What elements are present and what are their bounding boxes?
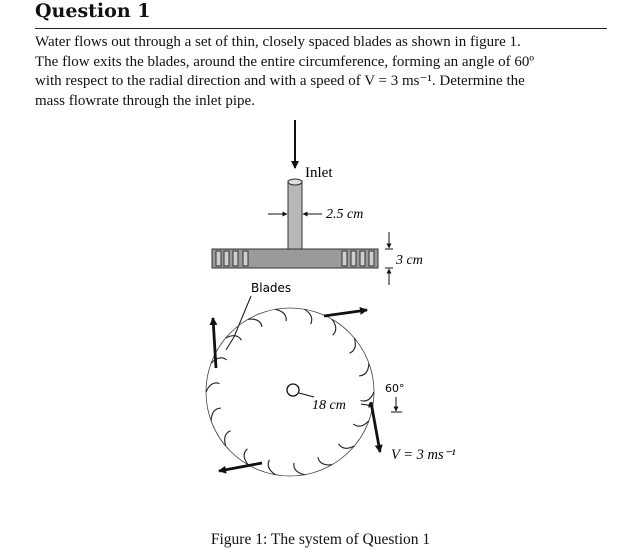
inlet-label: Inlet: [305, 165, 333, 181]
blade: [305, 309, 312, 324]
inlet-pipe: [288, 181, 302, 249]
blade: [206, 383, 220, 392]
velocity-arrow-right: [371, 402, 380, 452]
pipe-diameter-label: 2.5 cm: [326, 207, 364, 222]
velocity-arrow-bottom: [219, 463, 262, 471]
blade: [211, 408, 221, 421]
pipe-top: [288, 179, 302, 185]
velocity-arrow-top: [324, 310, 367, 316]
velocity-label: V = 3 ms⁻¹: [391, 447, 456, 463]
blade: [353, 421, 369, 427]
blade: [318, 457, 332, 465]
angle-label: 60°: [385, 382, 405, 395]
blades-leader-2: [226, 337, 234, 350]
question-title: Question 1: [35, 0, 151, 22]
blade: [294, 463, 305, 475]
blade: [248, 319, 262, 327]
blade: [275, 309, 286, 321]
question-line-4: mass flowrate through the inlet pipe.: [35, 92, 255, 109]
blade: [350, 338, 356, 353]
blade-height-label: 3 cm: [396, 253, 423, 268]
blade: [268, 460, 275, 475]
radius-label: 18 cm: [312, 398, 346, 413]
question-line-2: The flow exits the blades, around the entire circumference, forming an angle of 60º: [35, 53, 535, 70]
blade: [339, 444, 355, 448]
figure-caption: Figure 1: The system of Question 1: [210, 531, 431, 548]
blades-label: Blades: [251, 281, 292, 295]
blade: [211, 358, 227, 364]
radius-line: [299, 393, 314, 397]
blade: [359, 363, 369, 376]
blades-leader: [234, 296, 251, 337]
question-line-3: with respect to the radial direction and with a speed of V = 3 ms⁻¹. Determine the: [35, 73, 525, 90]
blade: [225, 431, 231, 446]
question-line-1: Water flows out through a set of thin, closely spaced blades as shown in figure 1.: [35, 34, 521, 50]
blade: [361, 392, 375, 401]
hub: [287, 384, 299, 396]
